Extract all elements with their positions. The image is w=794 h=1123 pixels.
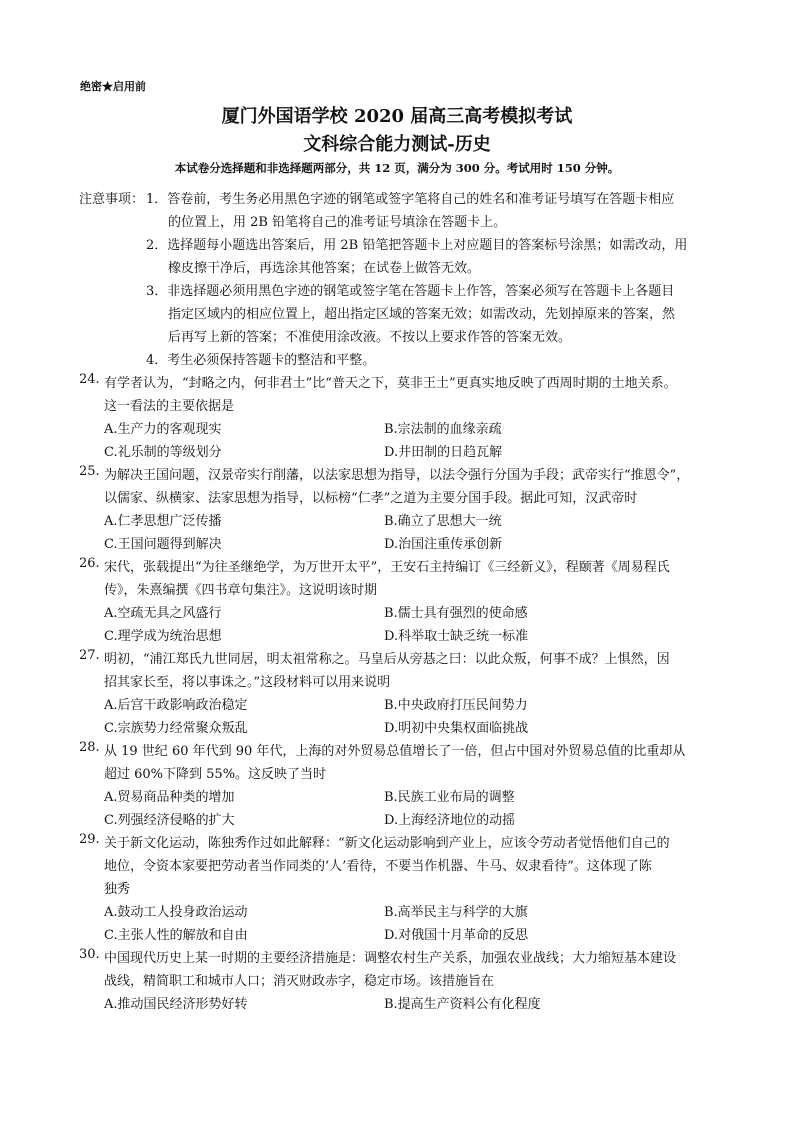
option-b: B.确立了思想大一统 — [384, 514, 502, 529]
question-stem-line: 传》，朱熹编撰《四书章句集注》。这说明该时期 — [104, 583, 378, 598]
option-b: B.宗法制的血缘亲疏 — [384, 422, 502, 437]
question-stem-line: 战线，精简职工和城市人口；消灭财政赤字，稳定市场。该措施旨在 — [104, 974, 495, 989]
question-number: 30. — [79, 947, 100, 962]
question-stem-line: 以儒家、纵横家、法家思想为指导，以标榜“仁孝”之道为主要分国手段。据此可知，汉武帝时 — [104, 491, 638, 506]
question-number: 25. — [79, 464, 100, 479]
option-b: B.中央政府打压民间势力 — [384, 698, 528, 713]
option-d: D.科举取士缺乏统一标准 — [384, 629, 529, 644]
option-b: B.儒士具有强烈的使命感 — [384, 606, 528, 621]
option-d: D.对俄国十月革命的反思 — [384, 928, 529, 943]
note-line: 的位置上，用 2B 铅笔将自己的准考证号填涂在答题卡上。 — [168, 215, 507, 230]
option-d: D.上海经济地位的动摇 — [384, 813, 516, 828]
question-number: 28. — [79, 740, 100, 755]
option-c: C.王国问题得到解决 — [104, 537, 222, 552]
option-a: A.生产力的客观现实 — [104, 422, 222, 437]
note-line: 1．答卷前，考生务必用黑色字迹的钢笔或签字笔将自己的姓名和准考证号填写在答题卡相应 — [146, 192, 675, 207]
note-line: 后再写上新的答案；不准使用涂改液。不按以上要求作答的答案无效。 — [168, 330, 572, 345]
exam-description: 本试卷分选择题和非选择题两部分，共 12 页，满分为 300 分。考试用时 150 分钟。 — [174, 161, 620, 175]
exam-title: 厦门外国语学校 2020 届高三高考模拟考试 — [221, 106, 573, 127]
option-c: C.主张人性的解放和自由 — [104, 928, 248, 943]
option-a: A.后宫干政影响政治稳定 — [104, 698, 248, 713]
note-line: 2．选择题每小题选出答案后，用 2B 铅笔把答题卡上对应题目的答案标号涂黑；如需改动，用 — [146, 238, 688, 253]
option-b: B.民族工业布局的调整 — [384, 790, 515, 805]
option-a: A.鼓动工人投身政治运动 — [104, 905, 248, 920]
note-line: 指定区域内的相应位置上，超出指定区域的答案无效；如需改动，先划掉原来的答案，然 — [168, 307, 676, 322]
question-stem-line: 地位，令资本家要把劳动者当作同类的‘人’看待，不要当作机器、牛马、奴隶看待”。这体现了陈 — [104, 859, 652, 874]
question-number: 26. — [79, 556, 100, 571]
secret-mark: 绝密★启用前 — [80, 80, 146, 93]
option-b: B.提高生产资料公有化程度 — [384, 997, 541, 1012]
option-d: D.明初中央集权面临挑战 — [384, 721, 529, 736]
question-stem-line: 超过 60%下降到 55%。这反映了当时 — [104, 767, 327, 782]
question-number: 24. — [79, 372, 100, 387]
option-b: B.高举民主与科学的大旗 — [384, 905, 528, 920]
question-stem-line: 从 19 世纪 60 年代到 90 年代，上海的对外贸易总值增长了一倍，但占中国对外贸易总值的比重却从 — [104, 744, 686, 759]
question-stem-line: 关于新文化运动，陈独秀作过如此解释：“新文化运动影响到产业上，应该令劳动者觉悟他们自己的 — [104, 836, 670, 851]
note-line: 3．非选择题必须用黑色字迹的钢笔或签字笔在答题卡上作答，答案必须写在答题卡上各题目 — [146, 284, 675, 299]
question-stem-line: 宋代，张载提出“为往圣继绝学，为万世开太平”，王安石主持编订《三经新义》，程颐著《周易程氏 — [104, 560, 670, 575]
question-number: 27. — [79, 648, 100, 663]
option-a: A.推动国民经济形势好转 — [104, 997, 248, 1012]
question-stem-line: 这一看法的主要依据是 — [104, 399, 235, 414]
question-stem-line: 独秀 — [104, 882, 131, 897]
note-line: 4．考生必须保持答题卡的整洁和平整。 — [146, 353, 376, 368]
question-stem-line: 明初，“浦江郑氏九世同居，明太祖常称之。马皇后从旁惎之曰：以此众叛，何事不成？上惧然，因 — [104, 652, 670, 667]
question-stem-line: 有学者认为，“封略之内，何非君土”比“普天之下，莫非王土”更真实地反映了西周时期的土地关系。 — [104, 376, 677, 391]
notes-label: 注意事项： — [79, 192, 145, 207]
option-a: A.空疏无具之风盛行 — [104, 606, 222, 621]
note-line: 橡皮擦干净后，再选涂其他答案；在试卷上做答无效。 — [168, 261, 481, 276]
option-d: D.井田制的日趋瓦解 — [384, 445, 503, 460]
option-c: C.列强经济侵略的扩大 — [104, 813, 235, 828]
question-stem-line: 中国现代历史上某一时期的主要经济措施是：调整农村生产关系，加强农业战线；大力缩短基本建设 — [104, 951, 677, 966]
option-c: C.宗族势力经常聚众叛乱 — [104, 721, 248, 736]
option-a: A.贸易商品种类的增加 — [104, 790, 235, 805]
option-c: C.礼乐制的等级划分 — [104, 445, 222, 460]
question-stem-line: 招其家长至，将以事诛之。”这段材料可以用来说明 — [104, 675, 391, 690]
question-number: 29. — [79, 832, 100, 847]
exam-subtitle: 文科综合能力测试-历史 — [303, 134, 491, 155]
option-c: C.理学成为统治思想 — [104, 629, 222, 644]
option-d: D.治国注重传承创新 — [384, 537, 503, 552]
question-stem-line: 为解决王国问题，汉景帝实行削藩，以法家思想为指导，以法令强行分国为手段；武帝实行“推恩令”， — [104, 468, 690, 483]
option-a: A.仁孝思想广泛传播 — [104, 514, 222, 529]
